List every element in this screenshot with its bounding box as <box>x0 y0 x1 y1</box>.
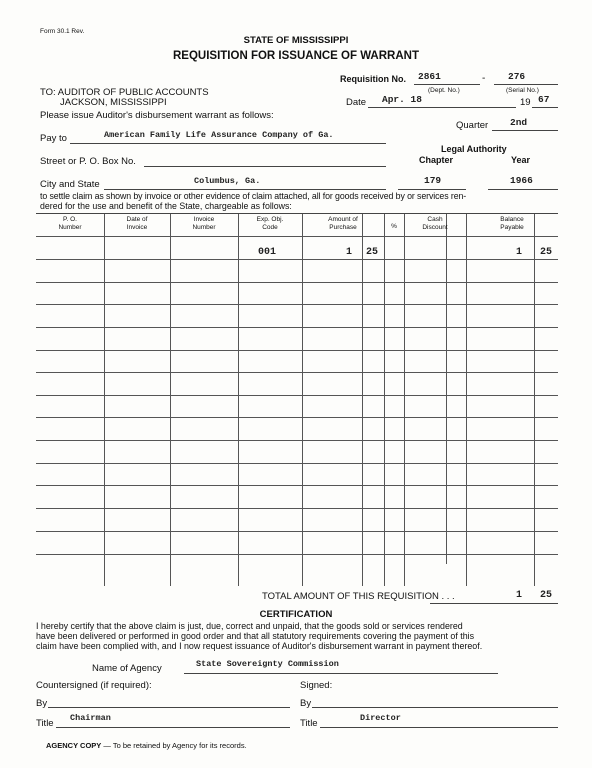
date-label: Date <box>346 97 367 108</box>
header-date-invoice <box>104 216 170 232</box>
to-line2: JACKSON, MISSISSIPPI <box>60 97 167 108</box>
dept-no-underline <box>414 84 480 85</box>
certification-line1: I hereby certify that the above claim is just, due, correct and unpaid, that the goods sold or services rendered <box>36 621 463 631</box>
by-right-label: By <box>300 698 312 709</box>
footer-note <box>46 741 247 750</box>
year-label: Year <box>511 155 531 165</box>
date-underline <box>368 107 516 108</box>
header-cash-line2: Discount <box>422 224 448 231</box>
table-row <box>36 304 558 305</box>
charges-table <box>36 213 558 602</box>
table-row <box>36 417 558 418</box>
title-right-value: Director <box>360 713 401 723</box>
certification-line3: claim have been complied with, and I now request issuance of Auditor's disbursement warrant in payment thereof. <box>36 641 483 651</box>
header-invoice-line2: Number <box>192 224 216 231</box>
serial-no-value: 276 <box>508 71 526 82</box>
header-amount <box>302 216 384 232</box>
chapter-underline <box>398 189 466 190</box>
footer-bold: AGENCY COPY <box>46 741 102 750</box>
legal-year-underline <box>488 189 558 190</box>
form-number: Form 30.1 Rev. <box>40 28 85 35</box>
balance-dollars: 1 <box>516 247 523 258</box>
table-row <box>36 395 558 396</box>
legal-year-value: 1966 <box>510 175 533 186</box>
header-balance <box>466 216 558 232</box>
table-row <box>36 282 558 283</box>
header-percent-line1: % <box>391 223 397 230</box>
quarter-label: Quarter <box>456 120 489 131</box>
chapter-label: Chapter <box>419 155 454 165</box>
date-year-suffix: 67 <box>538 94 550 105</box>
settle-text-line1: to settle claim as shown by invoice or other evidence of claim attached, all for goods received by or services ren- <box>40 191 467 201</box>
header-exp-line2: Code <box>262 224 278 231</box>
signed-label: Signed: <box>300 680 333 691</box>
header-percent <box>384 223 404 231</box>
dept-no-value: 2861 <box>418 71 441 82</box>
header-po <box>36 216 104 232</box>
table-row <box>36 531 558 532</box>
city-underline <box>104 189 386 190</box>
pay-to-label: Pay to <box>40 133 67 144</box>
chapter-value: 179 <box>424 175 442 186</box>
header-amount-line1: Amount of <box>328 216 358 223</box>
table-row <box>36 554 558 555</box>
header-exp-code <box>238 216 302 232</box>
street-underline <box>144 166 386 167</box>
header-po-line1: P. O. <box>63 216 77 223</box>
title-right-label: Title <box>300 718 318 729</box>
date-year-prefix: 19 <box>520 97 531 108</box>
pay-to-underline <box>70 143 386 144</box>
to-line1: TO: AUDITOR OF PUBLIC ACCOUNTS <box>40 87 209 98</box>
certification-line2: have been delivered or performed in good order and that all statutory requirements covering the payment of this <box>36 631 475 641</box>
footer-rest: — To be retained by Agency for its records. <box>101 741 247 750</box>
to-line3: Please issue Auditor's disbursement warrant as follows: <box>40 110 274 121</box>
state-heading: STATE OF MISSISSIPPI <box>243 35 349 46</box>
total-dollars: 1 <box>516 590 523 601</box>
pay-to-value: American Family Life Assurance Company of Ga. <box>104 130 334 140</box>
header-date-line1: Date of <box>126 216 148 223</box>
title-right-underline <box>320 727 558 728</box>
total-cents: 25 <box>540 590 553 601</box>
street-label: Street or P. O. Box No. <box>40 156 136 167</box>
header-balance-line2: Payable <box>500 224 524 231</box>
serial-no-underline <box>494 84 558 85</box>
balance-cents: 25 <box>540 247 553 258</box>
total-underline <box>430 603 558 604</box>
table-row <box>36 350 558 351</box>
header-po-line2: Number <box>58 224 82 231</box>
title-left-label: Title <box>36 718 54 729</box>
settle-text-line2: dered for the use and benefit of the State, chargeable as follows: <box>40 201 292 211</box>
agency-underline <box>184 673 498 674</box>
col-divider <box>446 214 447 564</box>
by-right-underline <box>312 707 558 708</box>
header-amount-line2: Purchase <box>329 224 357 231</box>
amount-dollars: 1 <box>346 247 353 258</box>
header-date-line2: Invoice <box>126 224 148 231</box>
table-row <box>36 508 558 509</box>
by-left-underline <box>48 707 290 708</box>
table-row <box>36 372 558 373</box>
table-row <box>36 327 558 328</box>
total-label: TOTAL AMOUNT OF THIS REQUISITION . . . <box>262 591 455 602</box>
agency-label: Name of Agency <box>92 663 162 674</box>
amount-cents: 25 <box>366 247 379 258</box>
header-invoice-number <box>170 216 238 232</box>
dept-caption: (Dept. No.) <box>428 87 460 94</box>
title-left-underline <box>56 727 290 728</box>
header-invoice-line1: Invoice <box>193 216 215 223</box>
city-label: City and State <box>40 179 100 190</box>
header-cash-discount <box>404 216 466 232</box>
countersigned-label: Countersigned (if required): <box>36 680 152 691</box>
table-row <box>36 485 558 486</box>
title-left-value: Chairman <box>70 713 111 723</box>
form-title: REQUISITION FOR ISSUANCE OF WARRANT <box>173 50 419 62</box>
requisition-label: Requisition No. <box>340 74 406 84</box>
serial-caption: (Serial No.) <box>506 87 539 94</box>
year-underline <box>532 107 558 108</box>
quarter-underline <box>492 130 558 131</box>
exp-code-value: 001 <box>258 247 277 258</box>
table-row <box>36 236 558 237</box>
table-row <box>36 440 558 441</box>
header-exp-line1: Exp. Obj. <box>256 216 284 223</box>
date-value: Apr. 18 <box>382 94 422 105</box>
agency-value: State Sovereignty Commission <box>196 659 339 669</box>
quarter-value: 2nd <box>510 117 528 128</box>
city-value: Columbus, Ga. <box>194 176 261 186</box>
legal-authority-label: Legal Authority <box>441 144 507 154</box>
table-row <box>36 259 558 260</box>
by-left-label: By <box>36 698 48 709</box>
certification-heading: CERTIFICATION <box>259 609 333 620</box>
table-row <box>36 463 558 464</box>
header-balance-line1: Balance <box>500 216 524 223</box>
header-cash-line1: Cash <box>427 216 443 223</box>
requisition-dash: - <box>482 73 486 84</box>
